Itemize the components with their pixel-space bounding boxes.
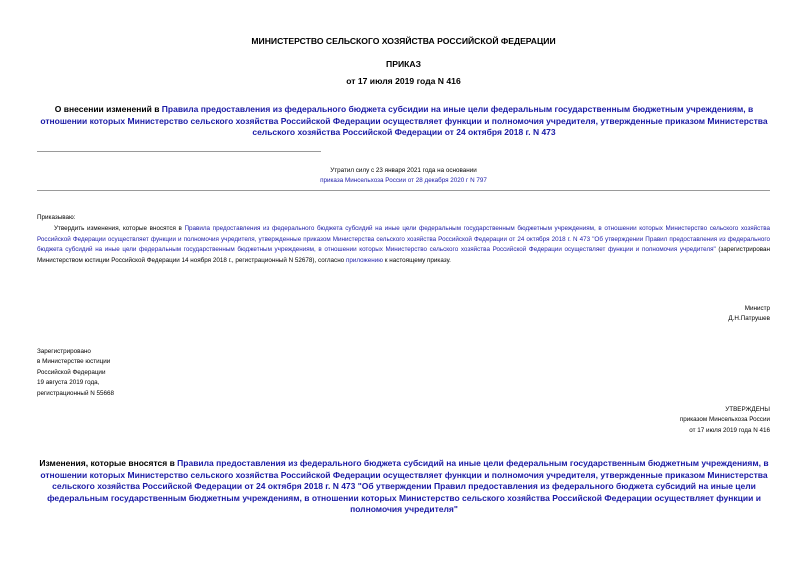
doc-date-number: от 17 июля 2019 года N 416 <box>346 76 461 86</box>
rules-full-link[interactable]: Правила предоставления из федерального бюджета субсидий на иные цели федеральным государственным бюджетным учреждениям, в отношении которых Министерство сельского хозяйства Российской Федерации осуществляет функции и полномочия учредителя, утвержденные приказом Министерства сельского хозяйства Российской Федерации от 24 октября 2018 г. N 473 "Об утверждении Правил предоставления из федерального бюджета субсидий на иные цели федеральным государственным бюджетным учреждениям, в отношении которых Министерство сельского хозяйства Российской Федерации осуществляет функции и полномочия учредителя" <box>37 225 770 254</box>
registration-line-3: Российской Федерации <box>37 368 106 376</box>
repeal-order-link[interactable]: приказа Минсельхоза России от 28 декабря 2020 г N 797 <box>320 177 487 185</box>
registration-block <box>37 347 114 399</box>
order-paragraph <box>37 224 770 266</box>
status-note <box>0 166 807 187</box>
approved-line-3: от 17 июля 2019 года N 416 <box>689 426 770 434</box>
divider-short <box>37 151 321 152</box>
registration-line-4: 19 августа 2019 года, <box>37 379 100 387</box>
rules-link[interactable]: Правила предоставления из федерального бюджета субсидии на иные цели федеральным государственным бюджетным учреждениям, в отношении которых Министерство сельского хозяйства Российской Федерации осуществляет функции и полномочия учредителя, утвержденные приказом Министерства сельского хозяйства Российской Федерации от 24 октября 2018 г. N 473 <box>40 104 768 137</box>
changes-heading-prefix: Изменения, которые вносятся в <box>39 458 178 468</box>
changes-heading <box>36 458 772 516</box>
signature-name: Д.Н.Патрушев <box>728 315 770 323</box>
signature-title: Министр <box>744 305 770 312</box>
order-paragraph-start: Утвердить изменения, которые вносятся в <box>54 225 185 232</box>
order-intro: Приказываю: <box>37 214 76 221</box>
signature-block <box>500 304 770 325</box>
approved-block <box>500 405 770 436</box>
order-heading <box>36 104 772 139</box>
registration-line-5: регистрационный N 55668 <box>37 389 115 397</box>
changes-rules-link[interactable]: Правила предоставления из федерального бюджета субсидий на иные цели федеральным государственным бюджетным учреждениям, в отношении которых Министерство сельского хозяйства Российской Федерации осуществляет функции и полномочия учредителя, утвержденные приказом Министерства сельского хозяйства Российской Федерации от 24 октября 2018 г. N 473 "Об утверждении Правил предоставления из федерального бюджета субсидий на иные цели федеральным государственным бюджетным учреждениям, в отношении которых Министерство сельского хозяйства Российской Федерации осуществляет функции и полномочия учредителя" <box>40 458 769 514</box>
registration-line-1: Зарегистрировано <box>37 348 91 355</box>
divider-full <box>37 190 770 191</box>
registration-line-2: в Министерстве юстиции <box>37 358 111 366</box>
status-line-1: Утратил силу с 23 января 2021 года на основании <box>330 167 477 174</box>
approved-line-2: приказом Минсельхоза России <box>679 416 770 424</box>
doc-type-title: ПРИКАЗ <box>386 59 421 69</box>
order-paragraph-middle: (зарегистрирован Министерством юстиции Российской Федерации 14 ноября 2018 г., регистрационный N 52678), согласно <box>37 246 770 264</box>
ministry-title: МИНИСТЕРСТВО СЕЛЬСКОГО ХОЗЯЙСТВА РОССИЙСКОЙ ФЕДЕРАЦИИ <box>251 36 556 46</box>
appendix-link[interactable]: приложению <box>345 256 383 264</box>
order-heading-prefix: О внесении изменений в <box>54 104 162 114</box>
order-paragraph-end: к настоящему приказу. <box>382 256 451 264</box>
approved-line-1: УТВЕРЖДЕНЫ <box>725 406 770 413</box>
